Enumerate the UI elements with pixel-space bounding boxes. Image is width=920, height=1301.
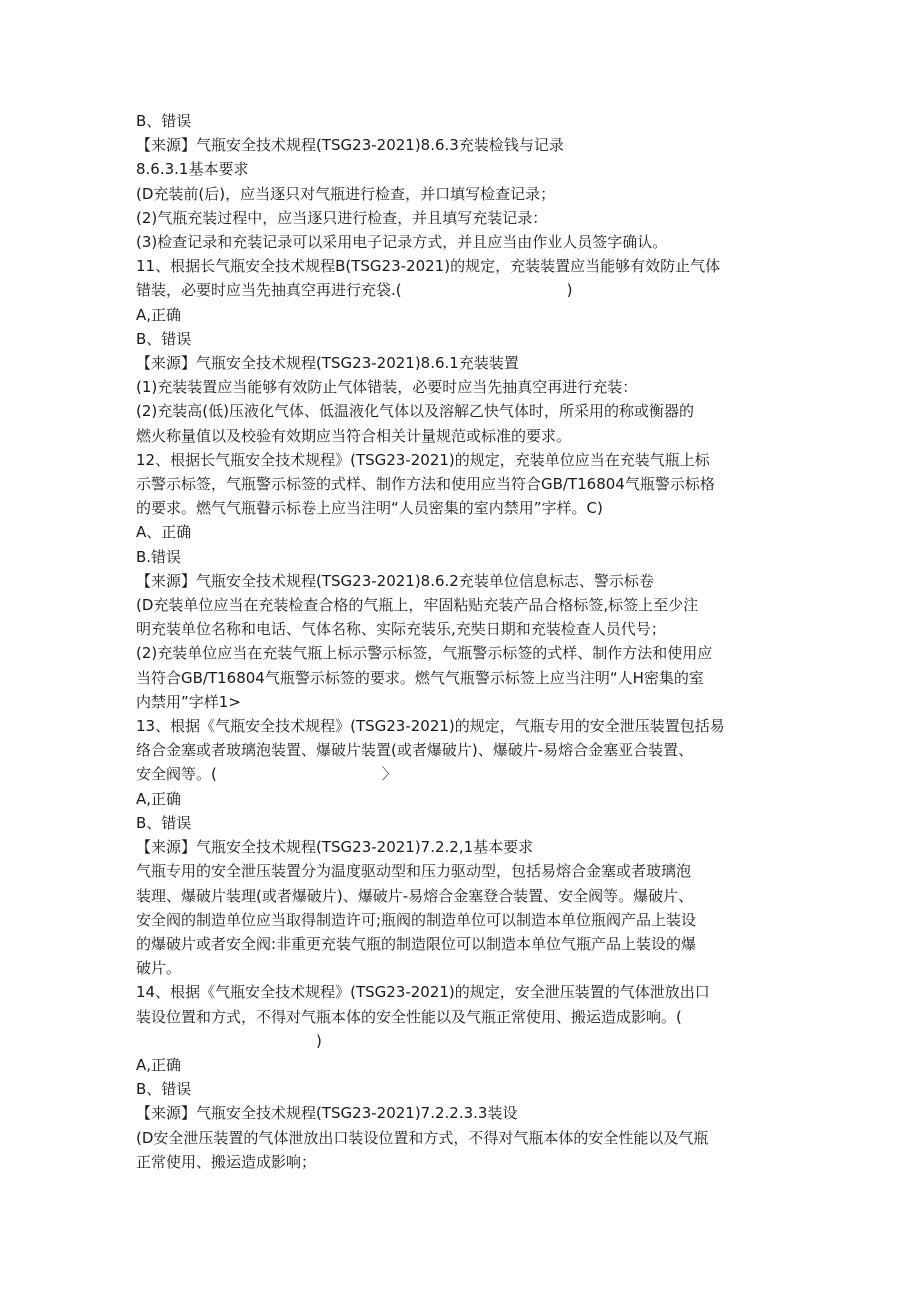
question-line: 的要求。燃气气瓶瞽示标卷上应当注明“人员密集的室内禁用”字样。C) xyxy=(136,499,603,518)
question-line: 14、根据《气瓶安全技术规程》(TSG23-2021)的规定，安全泄压装置的气体泄放出口 xyxy=(136,983,710,1002)
source-line: 【来源】气瓶安全技术规程(TSG23-2021)8.6.1充装装置 xyxy=(136,354,519,373)
section-heading: 8.6.3.1基本要求 xyxy=(136,160,249,179)
document-page xyxy=(136,109,796,1174)
text-line: 气瓶专用的安全泄压装置分为温度驱动型和压力驱动型，包括易熔合金塞或者玻璃泡 xyxy=(136,862,692,881)
text-line: 明充装单位名称和电话、气体名称、实际充装乐,充奘日期和充装检查人员代号； xyxy=(136,620,666,639)
question-line: 装设位置和方式，不得对气瓶本体的安全性能以及气瓶正常使用、搬运造成影响。( xyxy=(136,1007,682,1026)
text-line: (2)充装高(低)压液化气体、低温液化气体以及溶解乙快气体时，所采用的称或衡器的 xyxy=(136,402,694,421)
text-line: 破片。 xyxy=(136,959,182,978)
text-line: 安全阀的制造单位应当取得制造许可;瓶阀的制造单位可以制造本单位瓶阀产品上装设 xyxy=(136,910,697,929)
text-line: 燃火称量值以及校验有效期应当符合相关计量规范或标准的要求。 xyxy=(136,426,572,445)
option-line: A,正确 xyxy=(136,789,182,808)
text-line: (D充装单位应当在充装检查合格的气瓶上，牢固粘贴充装产品合格标签,标签上至少注 xyxy=(136,596,699,615)
question-line: 错装，必要时应当先抽真空再进行充袋.( ) xyxy=(136,281,573,300)
question-line: 12、根据长气瓶安全技术规程》(TSG23-2021)的规定，充装单位应当在充装气瓶上标 xyxy=(136,450,710,469)
source-line: 【来源】气瓶安全技术规程(TSG23-2021)7.2.2,1基本要求 xyxy=(136,838,534,857)
text-line: (3)检查记录和充装记录可以采用电子记录方式，并且应当由作业人员签字确认。 xyxy=(136,233,668,252)
text-line: 装理、爆破片装理(或者爆破片)、爆破片-易熔合金塞登合装置、安全阀等。爆破片、 xyxy=(136,886,694,905)
text-line: (2)气瓶充装过程中，应当逐只进行检查，并且填写充装记录： xyxy=(136,208,548,227)
question-line: 11、根据长气瓶安全技术规程B(TSG23-2021)的规定，充装装置应当能够有效防止气体 xyxy=(136,257,721,276)
text-line: (D安全泄压装置的气体泄放出口装设位置和方式，不得对气瓶本体的安全性能以及气瓶 xyxy=(136,1128,709,1147)
option-line: B、错误 xyxy=(136,1080,192,1099)
source-line: 【来源】气瓶安全技术规程(TSG23-2021)8.6.2充装单位信息标志、警示标卷 xyxy=(136,571,654,590)
text-line: (D充装前(后)，应当逐只对气瓶进行检查，并口填写检查记录； xyxy=(136,184,556,203)
question-line: 13、根据《气瓶安全技术规程》(TSG23-2021)的规定，气瓶专用的安全泄压装置包括易 xyxy=(136,717,725,736)
question-line: 安全阀等。( 〉 xyxy=(136,765,397,784)
source-line: 【来源】气瓶安全技术规程(TSG23-2021)7.2.2.3.3装设 xyxy=(136,1104,518,1123)
text-line: 的爆破片或者安全阀:非重更充装气瓶的制造限位可以制造本单位气瓶产品上装设的爆 xyxy=(136,934,697,953)
text-line: (2)充装单位应当在充装气瓶上标示警示标签，气瓶警示标签的式样、制作方法和使用应 xyxy=(136,644,713,663)
text-line: 内禁用”字样1> xyxy=(136,692,241,711)
option-line: A、正确 xyxy=(136,523,192,542)
option-line: A,正确 xyxy=(136,305,182,324)
option-line: B、错误 xyxy=(136,813,192,832)
option-line: A,正确 xyxy=(136,1055,182,1074)
option-line: B.错误 xyxy=(136,547,182,566)
text-line: (1)充装装置应当能够有效防止气体错装，必要时应当先抽真空再进行充装： xyxy=(136,378,638,397)
text-line: 当符合GB/T16804气瓶警示标签的要求。燃气气瓶警示标签上应当注明“人H密集的室 xyxy=(136,668,704,687)
question-line: ) xyxy=(136,1031,322,1050)
text-line: 正常使用、搬运造成影响； xyxy=(136,1152,317,1171)
source-line: 【来源】气瓶安全技术规程(TSG23-2021)8.6.3充装检钱与记录 xyxy=(136,136,564,155)
text-line: B、错误 xyxy=(136,112,192,130)
question-line: 络合金塞或者玻璃泡装置、爆破片装置(或者爆破片)、爆破片-易熔合金塞亚合装置、 xyxy=(136,741,694,760)
question-line: 示警示标签，气瓶警示标签的式样、制作方法和使用应当符合GB/T16804气瓶警示标格 xyxy=(136,475,715,494)
option-line: B、错误 xyxy=(136,329,192,348)
